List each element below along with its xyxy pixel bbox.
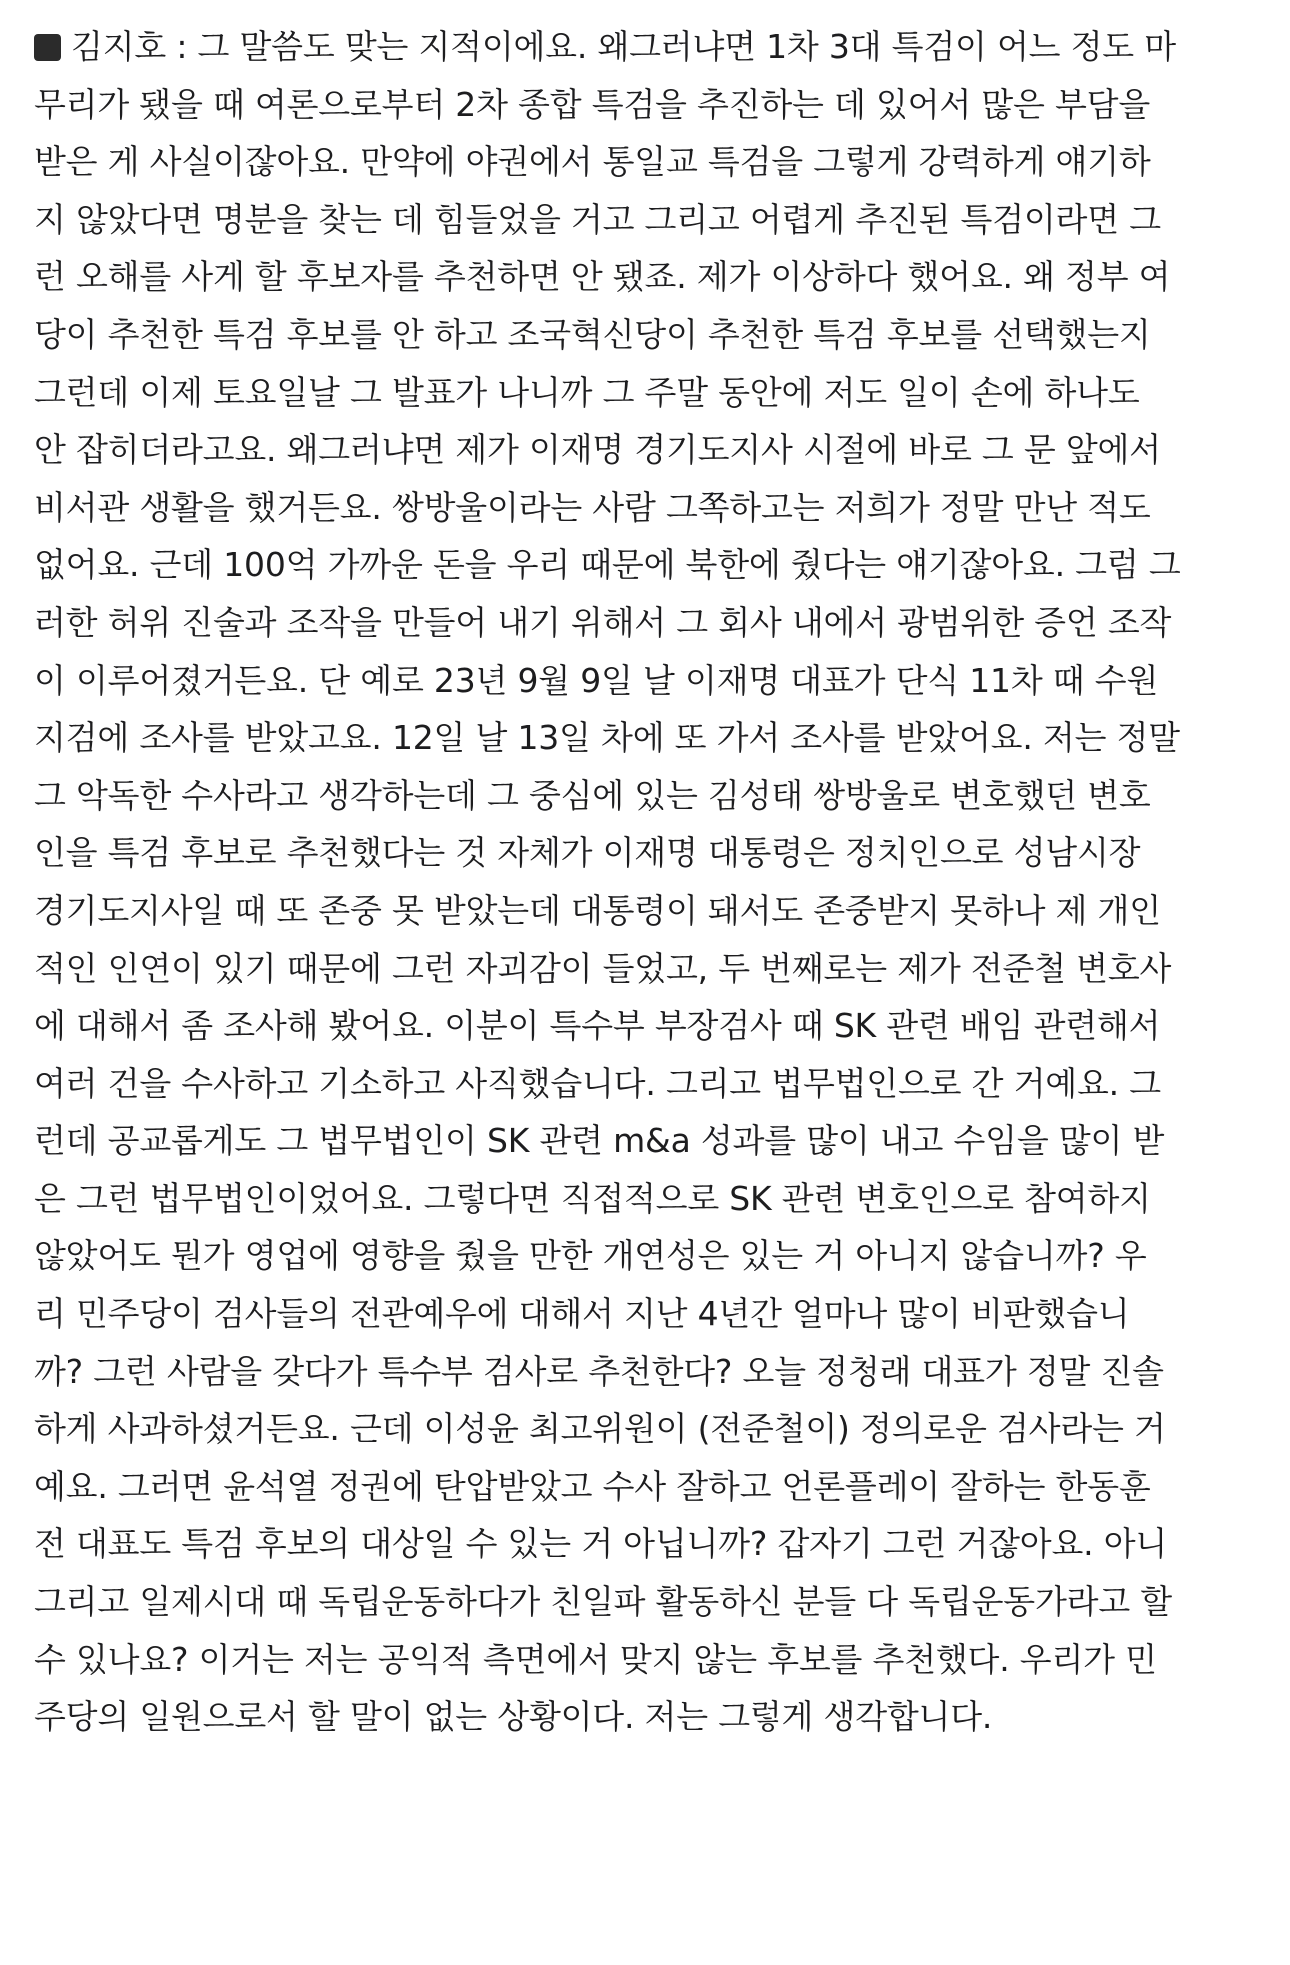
text-line-12: 이 이루어졌거든요. 단 예로 23년 9월 9일 날 이재명 대표가 단식 11차 때 수원 (34, 660, 1159, 700)
text-line-7: 그런데 이제 토요일날 그 발표가 나니까 그 주말 동안에 저도 일이 손에 하나도 (34, 372, 1140, 412)
transcript-document (34, 18, 1264, 1746)
text-line-20: 런데 공교롭게도 그 법무법인이 SK 관련 m&a 성과를 많이 내고 수임을 많이 받 (34, 1121, 1165, 1161)
text-line-5: 런 오해를 사게 할 후보자를 추천하면 안 됐죠. 제가 이상하다 했어요. 왜 정부 여 (34, 257, 1171, 297)
text-line-22: 않았어도 뭔가 영업에 영향을 줬을 만한 개연성은 있는 거 아니지 않습니까? 우 (34, 1236, 1147, 1276)
text-line-27: 전 대표도 특검 후보의 대상일 수 있는 거 아닙니까? 갑자기 그런 거잖아요. 아니 (34, 1524, 1168, 1564)
text-line-30: 주당의 일원으로서 할 말이 없는 상황이다. 저는 그렇게 생각합니다. (34, 1697, 993, 1737)
text-line-25: 하게 사과하셨거든요. 근데 이성윤 최고위원이 (전준철이) 정의로운 검사라는 거 (34, 1409, 1166, 1449)
text-line-19: 여러 건을 수사하고 기소하고 사직했습니다. 그리고 법무법인으로 간 거예요. 그 (34, 1063, 1161, 1103)
square-bullet-icon (34, 34, 61, 61)
speaker-statement-start: 김지호 : 그 말씀도 맞는 지적이에요. 왜그러냐면 1차 3대 특검이 어느 정도 마 (71, 27, 1176, 66)
text-line-17: 적인 인연이 있기 때문에 그런 자괴감이 들었고, 두 번째로는 제가 전준철 변호사 (34, 948, 1172, 988)
text-line-6: 당이 추천한 특검 후보를 안 하고 조국혁신당이 추천한 특검 후보를 선택했는지 (34, 314, 1151, 354)
text-line-10: 없어요. 근데 100억 가까운 돈을 우리 때문에 북한에 줬다는 얘기잖아요. 그럼 그 (34, 545, 1181, 585)
text-line-1 (34, 18, 1264, 76)
text-line-4: 지 않았다면 명분을 찾는 데 힘들었을 거고 그리고 어렵게 추진된 특검이라면 그 (34, 199, 1161, 239)
text-line-24: 까? 그런 사람을 갖다가 특수부 검사로 추천한다? 오늘 정청래 대표가 정말 진솔 (34, 1351, 1164, 1391)
text-line-8: 안 잡히더라고요. 왜그러냐면 제가 이재명 경기도지사 시절에 바로 그 문 앞에서 (34, 430, 1161, 470)
text-line-14: 그 악독한 수사라고 생각하는데 그 중심에 있는 김성태 쌍방울로 변호했던 변호 (34, 775, 1151, 815)
text-line-28: 그리고 일제시대 때 독립운동하다가 친일파 활동하신 분들 다 독립운동가라고 할 (34, 1582, 1172, 1622)
text-line-21: 은 그런 법무법인이었어요. 그렇다면 직접적으로 SK 관련 변호인으로 참여하지 (34, 1178, 1151, 1218)
text-line-3: 받은 게 사실이잖아요. 만약에 야권에서 통일교 특검을 그렇게 강력하게 얘기하 (34, 142, 1151, 182)
text-line-16: 경기도지사일 때 또 존중 못 받았는데 대통령이 돼서도 존중받지 못하나 제 개인 (34, 890, 1161, 930)
text-line-9: 비서관 생활을 했거든요. 쌍방울이라는 사람 그쪽하고는 저희가 정말 만난 적도 (34, 487, 1151, 527)
text-line-26: 예요. 그러면 윤석열 정권에 탄압받았고 수사 잘하고 언론플레이 잘하는 한동훈 (34, 1466, 1151, 1506)
text-line-29: 수 있나요? 이거는 저는 공익적 측면에서 맞지 않는 후보를 추천했다. 우리가 민 (34, 1639, 1157, 1679)
text-line-15: 인을 특검 후보로 추천했다는 것 자체가 이재명 대통령은 정치인으로 성남시장 (34, 833, 1141, 873)
text-line-11: 러한 허위 진술과 조작을 만들어 내기 위해서 그 회사 내에서 광범위한 증언 조작 (34, 602, 1172, 642)
text-line-13: 지검에 조사를 받았고요. 12일 날 13일 차에 또 가서 조사를 받았어요. 저는 정말 (34, 718, 1180, 758)
text-line-2: 무리가 됐을 때 여론으로부터 2차 종합 특검을 추진하는 데 있어서 많은 부담을 (34, 84, 1151, 124)
text-line-18: 에 대해서 좀 조사해 봤어요. 이분이 특수부 부장검사 때 SK 관련 배임 관련해서 (34, 1006, 1161, 1046)
text-line-23: 리 민주당이 검사들의 전관예우에 대해서 지난 4년간 얼마나 많이 비판했습니 (34, 1294, 1130, 1334)
